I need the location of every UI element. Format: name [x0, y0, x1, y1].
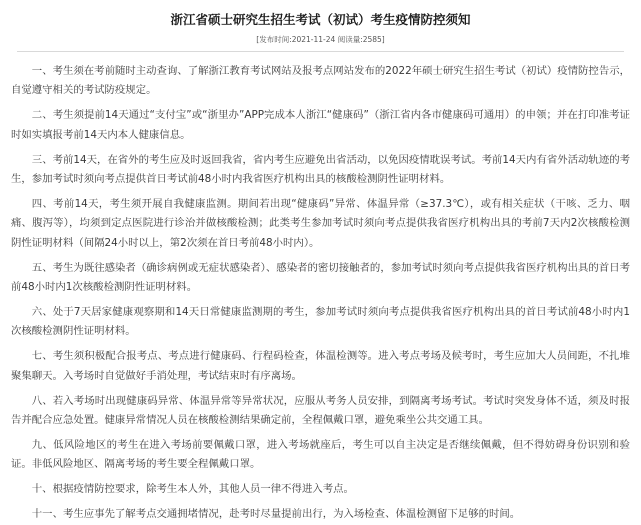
paragraph-1: 一、考生须在考前随时主动查询、了解浙江教育考试网站及报考点网站发布的2022年硕士研究生招生考试（初试）疫情防控告示，自觉遵守相关的考试防疫规定。 — [11, 65, 630, 97]
paragraph-8: 八、若入考场时出现健康码异常、体温异常等异常状况，应服从考务人员安排，到隔离考场考试。考试时突发身体不适，须及时报告并配合应急处置。健康异常情况人员在核酸检测结果确定前，全程佩戴口罩，避免乘坐公共交通工具。 — [11, 394, 630, 426]
paragraph-5: 五、考生为既往感染者（确诊病例或无症状感染者）、感染者的密切接触者的，参加考试时须向考点提供我省医疗机构出具的首日考前48小时内1次核酸检测阴性证明材料。 — [11, 261, 630, 294]
paragraph-2: 二、考生须提前14天通过“支付宝”或“浙里办”APP完成本人浙江“健康码”（浙江省内各市健康码可通用）的申领；并在打印准考证时如实填报考前14天内本人健康信息。 — [11, 109, 630, 141]
paragraph-3: 三、考前14天，在省外的考生应及时返回我省，省内考生应避免出省活动，以免因疫情耽误考试。考前14天内有省外活动轨迹的考生，参加考试时须向考点提供首日考试前48小时内我省医疗机构出具的核酸检测阴性证明材料。 — [11, 153, 630, 186]
publish-meta: [发布时间:2021-11-24 阅读量:2585] — [256, 35, 385, 44]
paragraph-9: 九、低风险地区的考生在进入考场前要佩戴口罩，进入考场就座后，考生可以自主决定是否继续佩戴，但不得妨碍身份识别和验证。非低风险地区、隔离考场的考生要全程佩戴口罩。 — [11, 438, 630, 471]
paragraph-7: 七、考生须积极配合报考点、考点进行健康码、行程码检查，体温检测等。进入考点考场及候考时，考生应加大人员间距，不扎堆聚集聊天。入考场时自觉做好手消处理，考试结束时有序离场。 — [11, 350, 630, 382]
title-divider — [17, 51, 624, 52]
paragraph-4: 四、考前14天，考生须开展自我健康监测。期间若出现“健康码”异常、体温异常（≥37.3℃），或有相关症状（干咳、乏力、咽痛、腹泻等），均须到定点医院进行诊治并做核酸检测；此类考生参加考试时须向考点提供我省医疗机构出具的考前7天内2次核酸检测阴性证明材料（间隔24小时以上，第2次须在首日考前48小时内）。 — [11, 197, 630, 249]
paragraph-6: 六、处于7天居家健康观察期和14天日常健康监测期的考生，参加考试时须向考点提供我省医疗机构出具的首日考试前48小时内1次核酸检测阴性证明材料。 — [11, 305, 630, 338]
article-body — [11, 62, 630, 525]
article-title: 浙江省硕士研究生招生考试（初试）考生疫情防控须知 — [170, 12, 471, 27]
paragraph-10: 十、根据疫情防控要求，除考生本人外，其他人员一律不得进入考点。 — [31, 483, 354, 496]
paragraph-11: 十一、考生应事先了解考点交通拥堵情况，赴考时尽量提前出行，为入场检查、体温检测留下足够的时间。 — [31, 508, 521, 521]
